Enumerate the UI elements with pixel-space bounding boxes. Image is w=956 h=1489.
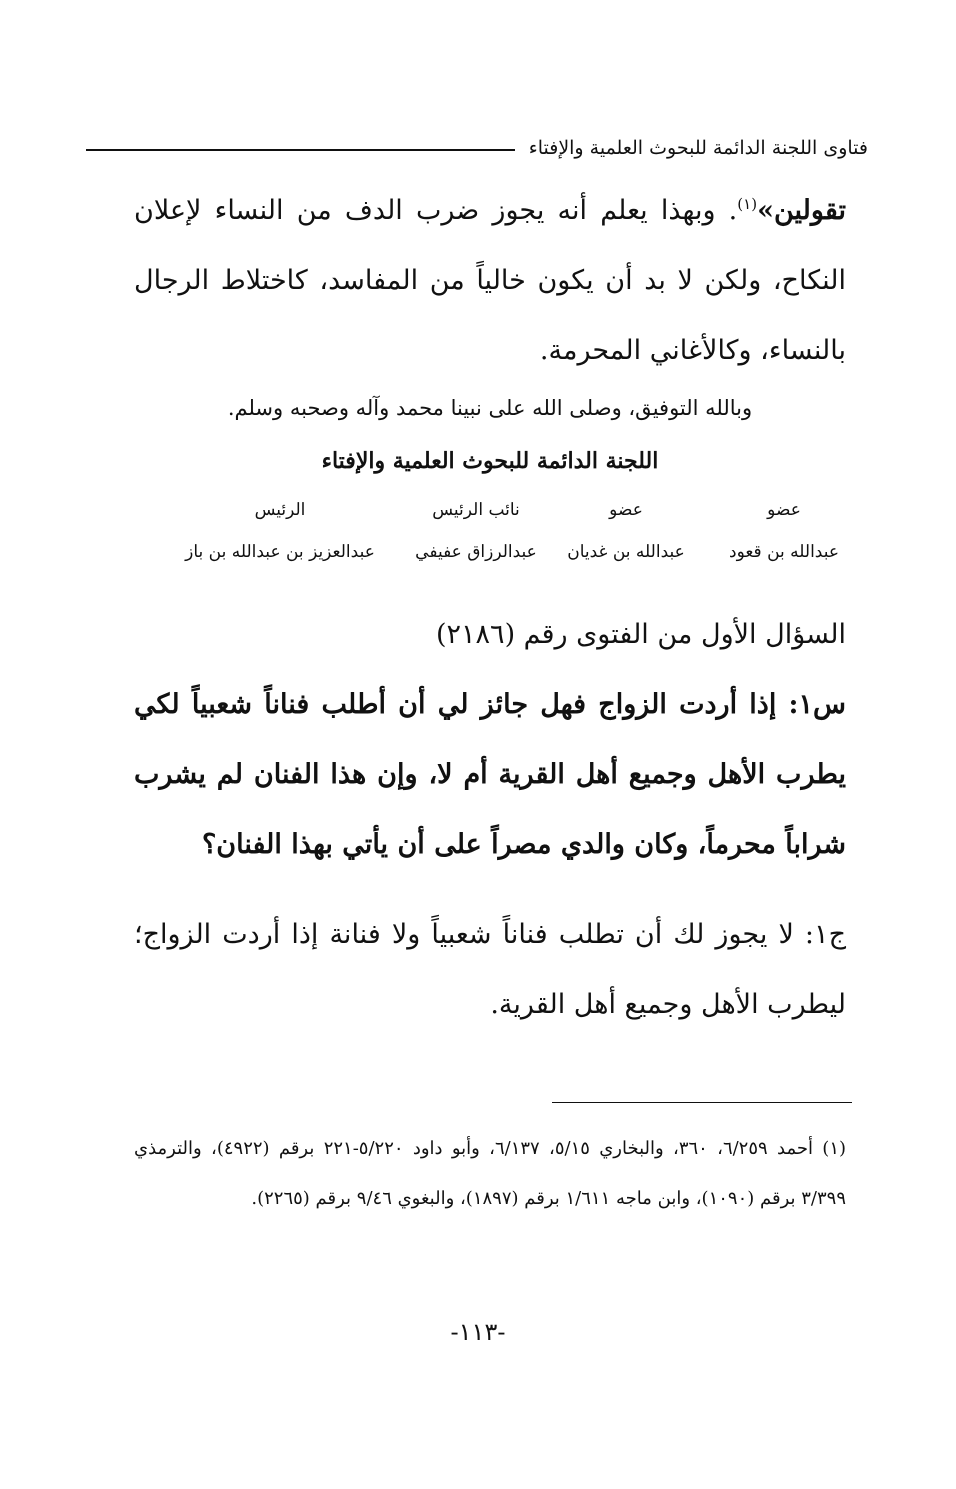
fatwa-heading: السؤال الأول من الفتوى رقم (٢١٨٦) [436, 619, 846, 650]
signature-names-row [106, 542, 846, 572]
footnote-separator [552, 1102, 852, 1103]
signatory-name-1: عبدالله بن قعود [728, 542, 840, 562]
role-president: الرئيس [254, 500, 306, 520]
signatory-name-3: عبدالرزاق عفيفي [415, 542, 537, 562]
question-paragraph: س١: إذا أردت الزواج فهل جائز لي أن أطلب فناناً شعبياً لكي يطرب الأهل وجميع أهل القرية أم لا، وإن هذا الفنان لم يشرب شراباً محرماً، وكان والدي مصراً على أن يأتي بهذا الفنان؟ [134, 689, 846, 860]
footnote-text: (١) أحمد ٦/٢٥٩، ٣٦٠، والبخاري ٥/١٥، ٦/١٣٧، وأبو داود ٥/٢٢٠-٢٢١ برقم (٤٩٢٢)، والترمذي ٣/٣٩٩ برقم (١٠٩٠)، وابن ماجه ١/٦١١ برقم (١٨٩٧)، والبغوي ٩/٤٦ برقم (٢٢٦٥). [134, 1138, 847, 1209]
running-header [86, 128, 868, 168]
role-vice-president: نائب الرئيس [432, 500, 520, 520]
signatory-name-2: عبدالله بن غديان [567, 542, 685, 562]
intro-lead: تقولين» [757, 195, 846, 226]
committee-title: اللجنة الدائمة للبحوث العلمية والإفتاء [321, 448, 659, 474]
answer-paragraph: ج١: لا يجوز لك أن تطلب فناناً شعبياً ولا فنانة إذا أردت الزواج؛ ليطرب الأهل وجميع أهل القرية. [134, 919, 846, 1020]
intro-text: . وبهذا يعلم أنه يجوز ضرب الدف من النساء لإعلان النكاح، ولكن لا بد أن يكون خالياً من المفاسد، كاختلاط الرجال بالنساء، وكالأغاني المحرمة. [134, 195, 846, 366]
signature-roles-row [106, 500, 846, 530]
header-rule [86, 149, 515, 151]
signatory-name-4: عبدالعزيز بن عبدالله بن باز [185, 542, 375, 562]
intro-paragraph [134, 176, 846, 386]
closing-formula: وبالله التوفيق، وصلى الله على نبينا محمد وآله وصحبه وسلم. [227, 396, 753, 420]
role-member-1: عضو [767, 500, 801, 520]
role-member-2: عضو [609, 500, 643, 520]
footnote-ref: (١) [737, 195, 758, 213]
running-header-title: فتاوى اللجنة الدائمة للبحوث العلمية والإفتاء [528, 137, 868, 159]
page-number: -١١٣- [450, 1318, 506, 1346]
